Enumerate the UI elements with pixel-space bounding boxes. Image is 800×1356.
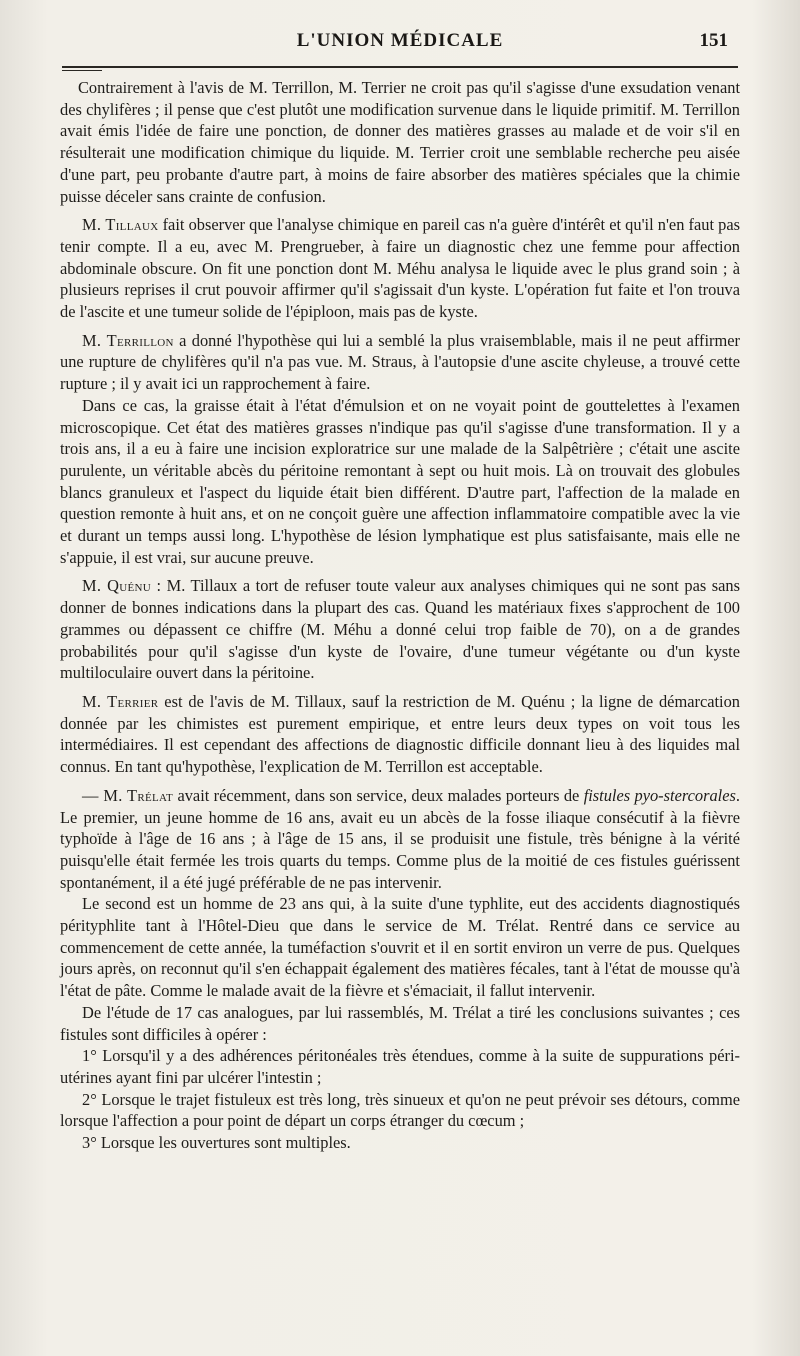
- paragraph-text: Le second est un homme de 23 ans qui, à la suite d'une typhlite, eut des accidents diagnostiqués pérityphlite tant à l'Hôtel-Dieu que dans le service de M. Trélat. Rentré dans ce service au commencement de cette année, la tuméfaction s'ouvrit et il en sortit environ un verre de pus. Quelques jours après, on reconnut qu'il s'en échappait également des matières fécales, tant à l'état de mousse qu'à l'état de pâte. Comme le malade avait de la fièvre et s'émaciait, il fallut intervenir.: [60, 894, 740, 1001]
- paragraph: [60, 1002, 740, 1045]
- paragraph-text-tail: . Le premier, un jeune homme de 16 ans, avait eu un abcès de la fosse iliaque consécutif à la fièvre typhoïde à l'âge de 16 ans ; à l'âge de 15 ans, il se produisit une fistule, très bénigne à la vérité puisqu'elle était fermée les trois quarts du temps. Comme plus de la moitié de ces fistules guérissent spontanément, il a été jugé préférable de ne pas intervenir.: [60, 785, 740, 892]
- paragraph-text: : M. Tillaux a tort de refuser toute valeur aux analyses chimiques qui ne sont pas sans donner de bonnes indications dans la plupart des cas. Quand les matériaux fixes s'approchent de 100 grammes ou dépassent ce chiffre (M. Méhu a donné celui trop faible de 70), on a de grandes probabilités pour qu'il s'agisse d'un kyste de l'ovaire, d'une tumeur végétante ou d'un kyste multiloculaire ouvert dans la péritoine.: [60, 576, 740, 683]
- paragraph: [60, 785, 740, 894]
- header-rule: [62, 66, 738, 68]
- paragraph-text: Dans ce cas, la graisse était à l'état d'émulsion et on ne voyait point de gouttelettes à l'examen microscopique. Cet état des matières grasses n'indique pas qu'il s'agisse d'une transformation. Il y a trois ans, il a eu à faire une incision exploratrice sur une malade de la Salpêtrière ; c'était une ascite purulente, un véritable abcès du péritoine remontant à sept ou huit mois. Là on trouvait des globules blancs granuleux et l'aspect du liquide était bien différent. D'autre part, l'affection de la malade en question remonte à huit ans, et on ne conçoit guère une affection inflammatoire compatible avec la vie et durant un temps aussi long. L'hypothèse de lésion lymphatique est plus satisfaisante, mais elle ne s'appuie, il est vrai, sur aucune preuve.: [60, 395, 740, 567]
- speaker-name: M. Tillaux: [82, 215, 159, 235]
- speaker-name: M. Terrillon: [82, 330, 174, 350]
- article-body: [60, 77, 740, 1154]
- paragraph-text: est de l'avis de M. Tillaux, sauf la restriction de M. Quénu ; la ligne de démarcation donnée par les chimistes est purement empirique, et entre leurs deux types on voit tous les intermédiaires. Il est cependant des affections de diagnostic difficile donnant lieu à des liquides mal connus. En tant qu'hypothèse, l'explication de M. Terrillon est acceptable.: [60, 691, 740, 777]
- paragraph: [60, 395, 740, 569]
- paragraph-text: fait observer que l'analyse chimique en pareil cas n'a guère d'intérêt et qu'il n'en faut pas tenir compte. Il a eu, avec M. Prengrueber, à faire un diagnostic chez une femme pour affection abdominale obscure. On fit une ponction dont M. Méhu analysa le liquide avec le plus grand soin ; à plusieurs reprises il crut pouvoir affirmer qu'il s'agissait d'un kyste. L'opération fut faite et l'on trouva de l'ascite et une tumeur solide de l'épiploon, mais pas de kyste.: [60, 215, 740, 322]
- italic-term: fistules pyo-stercorales: [583, 785, 736, 805]
- paragraph: [60, 893, 740, 1002]
- paragraph: [60, 330, 740, 395]
- paragraph-text: 3° Lorsque les ouvertures sont multiples.: [82, 1133, 351, 1153]
- paragraph: [60, 1132, 740, 1154]
- paragraph-text: Contrairement à l'avis de M. Terrillon, M. Terrier ne croit pas qu'il s'agisse d'une exsudation venant des chylifères ; il pense que c'est plutôt une modification survenue dans le liquide primitif. M. Terrillon avait émis l'idée de faire une ponction, de donner des matières grasses au malade et de voir s'il en résulterait une modification chimique du liquide. M. Terrier croit une semblable recherche peu aisée d'une part, peu probante d'autre part, à moins de faire absorber des matières spéciales que la chimie puisse déceler sans crainte de confusion.: [60, 78, 740, 206]
- paragraph: [60, 214, 740, 323]
- page-number: 151: [699, 30, 728, 51]
- paragraph: [60, 77, 740, 207]
- paragraph-text: De l'étude de 17 cas analogues, par lui rassemblés, M. Trélat a tiré les conclusions suivantes ; ces fistules sont difficiles à opérer :: [60, 1002, 740, 1044]
- speaker-name: M. Terrier: [82, 691, 159, 711]
- paragraph: [60, 575, 740, 684]
- paragraph: [60, 1045, 740, 1088]
- paragraph: [60, 1089, 740, 1132]
- running-header: [62, 28, 738, 60]
- speaker-name: M. Quénu: [82, 576, 151, 596]
- paragraph-text: 1° Lorsqu'il y a des adhérences péritonéales très étendues, comme à la suite de suppurations péri-utérines ayant fini par ulcérer l'intestin ;: [60, 1046, 740, 1087]
- paragraph: [60, 691, 740, 778]
- header-rule-mark: [62, 70, 102, 71]
- speaker-name: — M. Trélat: [82, 785, 174, 805]
- paragraph-text: a donné l'hypothèse qui lui a semblé la plus vraisemblable, mais il ne peut affirmer une rupture de chylifères qu'il n'a pas vue. M. Straus, à l'autopsie d'une ascite chyleuse, a trouvé cette rupture ; il y avait ici un rapprochement à faire.: [60, 330, 740, 394]
- paragraph-text: 2° Lorsque le trajet fistuleux est très long, très sinueux et qu'on ne peut prévoir ses détours, comme lorsque l'affection a pour point de départ un corps étranger du cœcum ;: [60, 1089, 740, 1131]
- journal-title: L'UNION MÉDICALE: [296, 30, 504, 51]
- paragraph-text: avait récemment, dans son service, deux malades porteurs de: [173, 785, 584, 805]
